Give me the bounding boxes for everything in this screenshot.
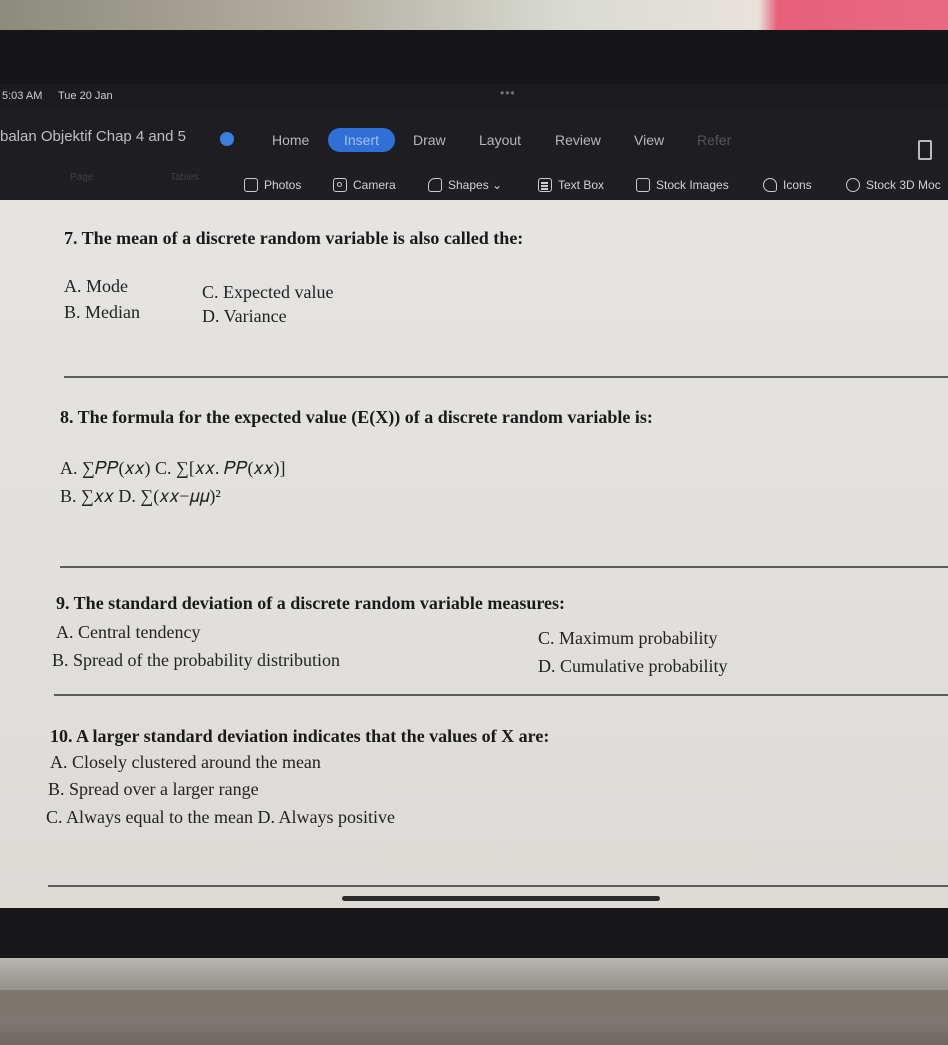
q7-option-d: D. Variance — [202, 306, 287, 326]
q9-option-d: D. Cumulative probability — [538, 656, 728, 676]
desk-surface-band — [0, 990, 948, 1020]
tab-review[interactable]: Review — [555, 132, 601, 148]
document-title[interactable]: balan Objektif Chap 4 and 5 — [0, 128, 186, 145]
tab-layout[interactable]: Layout — [479, 132, 522, 148]
q10-option-b: B. Spread over a larger range — [48, 779, 259, 799]
stock-images-icon — [636, 178, 650, 192]
multitask-dots-icon[interactable]: ••• — [500, 86, 516, 100]
shapes-label: Shapes ⌄ — [448, 178, 503, 192]
icons-button[interactable] — [763, 178, 812, 192]
q7-option-a: A. Mode — [64, 276, 128, 296]
q8-options-bd: B. ∑𝑥𝑥 D. ∑(𝑥𝑥−𝜇𝜇)² — [60, 486, 221, 506]
document-page[interactable] — [0, 200, 948, 910]
tab-home[interactable]: Home — [272, 132, 310, 148]
status-bar — [0, 84, 948, 110]
status-date: Tue 20 Jan — [58, 90, 113, 102]
device-icon[interactable] — [918, 140, 932, 160]
separator-line — [54, 694, 948, 696]
q8-options-ac: A. ∑𝑃𝑃(𝑥𝑥) C. ∑[𝑥𝑥. 𝑃𝑃(𝑥𝑥)] — [60, 458, 286, 478]
tab-insert[interactable]: Insert — [328, 128, 395, 152]
text-box-icon — [538, 178, 552, 192]
stock-3d-button[interactable] — [846, 178, 941, 192]
stock-images-label: Stock Images — [656, 178, 729, 192]
photos-label: Photos — [264, 178, 302, 192]
stock-3d-label: Stock 3D Moc — [866, 178, 941, 192]
q9-option-a: A. Central tendency — [56, 622, 201, 642]
tab-references[interactable]: Refer — [697, 132, 732, 148]
question-9: 9. The standard deviation of a discrete random variable measures: — [56, 593, 565, 613]
cloud-sync-icon[interactable] — [220, 132, 234, 146]
shapes-button[interactable] — [428, 178, 502, 192]
question-8: 8. The formula for the expected value (E(X)) of a discrete random variable is: — [60, 407, 653, 427]
tab-view[interactable]: View — [634, 132, 665, 148]
q9-option-c: C. Maximum probability — [538, 628, 718, 648]
camera-label: Camera — [353, 178, 396, 192]
icons-label: Icons — [783, 178, 812, 192]
ribbon-tab-bar — [0, 110, 948, 166]
stock-images-button[interactable] — [636, 178, 729, 192]
stock-3d-icon — [846, 178, 860, 192]
ribbon-ghost-page: Page — [70, 172, 94, 183]
photo-icon — [244, 178, 258, 192]
tab-draw[interactable]: Draw — [413, 132, 446, 148]
separator-line — [60, 566, 948, 568]
separator-line — [48, 885, 948, 887]
text-box-button[interactable] — [538, 178, 604, 192]
q7-option-b: B. Median — [64, 302, 140, 322]
q9-option-b: B. Spread of the probability distribution — [52, 650, 340, 670]
shapes-icon — [428, 178, 442, 192]
question-10: 10. A larger standard deviation indicates that the values of X are: — [50, 726, 550, 746]
q10-option-a: A. Closely clustered around the mean — [50, 752, 321, 772]
separator-line — [64, 376, 948, 378]
photos-button[interactable] — [244, 178, 301, 192]
question-7: 7. The mean of a discrete random variable is also called the: — [64, 228, 524, 248]
ribbon-ghost-tables: Tables — [170, 172, 199, 183]
tablet-bezel-top — [0, 30, 948, 90]
q10-options-cd: C. Always equal to the mean D. Always positive — [46, 807, 395, 827]
q7-option-c: C. Expected value — [202, 282, 334, 302]
icons-icon — [763, 178, 777, 192]
status-time: 5:03 AM — [2, 90, 43, 102]
text-box-label: Text Box — [558, 178, 605, 192]
camera-icon — [333, 178, 347, 192]
camera-button[interactable] — [333, 178, 396, 192]
home-indicator[interactable] — [342, 896, 660, 901]
